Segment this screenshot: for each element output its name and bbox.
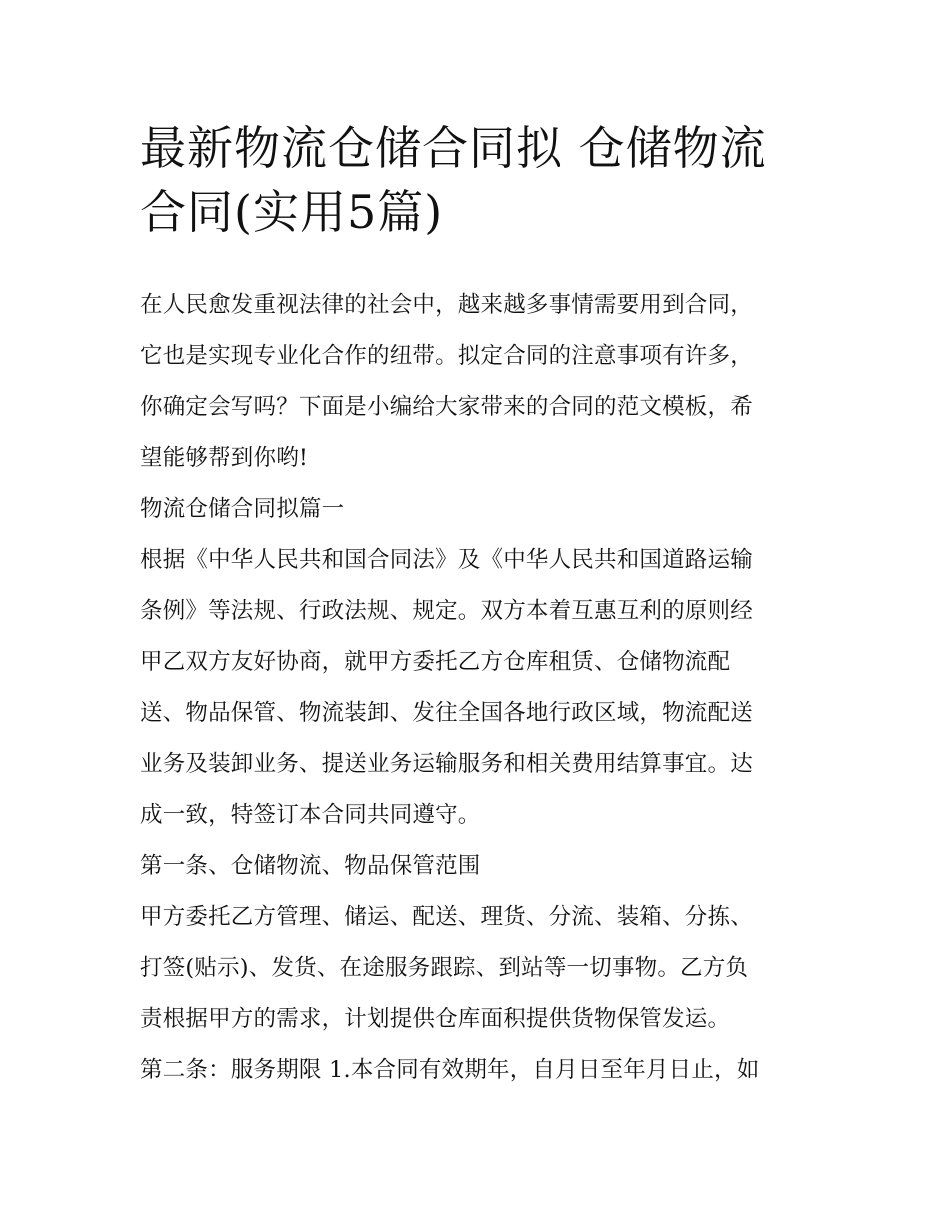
preamble-paragraph-line: 送、物品保管、物流装卸、发往全国各地行政区域，物流配送 (140, 700, 753, 726)
document-body (140, 280, 820, 1096)
intro-paragraph-line: 在人民愈发重视法律的社会中，越来越多事情需要用到合同， (140, 292, 753, 318)
title-line: 合同(实用5篇) (140, 185, 444, 239)
article-one-paragraph-line: 甲方委托乙方管理、储运、配送、理货、分流、装箱、分拣、 (140, 904, 753, 930)
article-two-line: 第二条：服务期限 1.本合同有效期年，自月日至年月日止，如 (140, 1057, 760, 1083)
preamble-paragraph-line: 条例》等法规、行政法规、规定。双方本着互惠互利的原则经 (140, 598, 753, 624)
preamble-paragraph-line: 成一致，特签订本合同共同遵守。 (140, 802, 481, 828)
intro-paragraph-line: 望能够帮到你哟! (140, 445, 309, 471)
intro-paragraph-line: 它也是实现专业化合作的纽带。拟定合同的注意事项有许多， (140, 343, 753, 369)
preamble-paragraph-line: 甲乙双方友好协商，就甲方委托乙方仓库租赁、仓储物流配 (140, 649, 731, 675)
title-line: 最新物流仓储合同拟 仓储物流 (140, 121, 767, 175)
preamble-paragraph-line: 业务及装卸业务、提送业务运输服务和相关费用结算事宜。达 (140, 751, 753, 777)
intro-paragraph-line: 你确定会写吗？下面是小编给大家带来的合同的范文模板，希 (140, 394, 753, 420)
document-title (140, 116, 820, 244)
article-one-paragraph-line: 责根据甲方的需求，计划提供仓库面积提供货物保管发运。 (140, 1006, 731, 1032)
preamble-paragraph-line: 根据《中华人民共和国合同法》及《中华人民共和国道路运输 (140, 547, 753, 573)
article-one-paragraph-line: 打签(贴示)、发货、在途服务跟踪、到站等一切事物。乙方负 (140, 955, 749, 981)
section-heading: 物流仓储合同拟篇一 (140, 496, 345, 522)
article-one-heading: 第一条、仓储物流、物品保管范围 (140, 853, 481, 879)
